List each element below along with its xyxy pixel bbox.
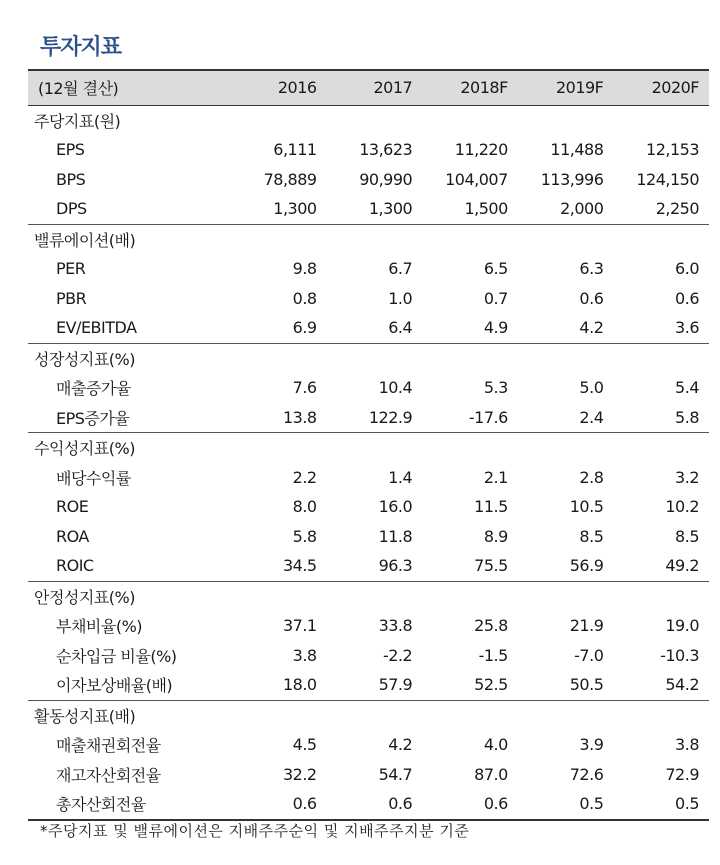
table-cell: -17.6 [468,407,508,427]
table-cell: 9.8 [292,259,317,279]
row-label: EPS증가율 [56,408,130,428]
table-cell: 37.1 [282,616,317,636]
row-label: 순차입금 비율(%) [56,646,177,666]
table-cell: 54.2 [665,675,699,695]
row-label: 부채비율(%) [56,617,143,637]
section-title: 주당지표(원) [34,111,121,131]
table-cell: 96.3 [378,556,413,576]
row-label: 매출채권회전율 [56,736,161,756]
table-cell: 1,500 [464,199,508,219]
section-title: 안정성지표(%) [34,587,135,607]
row-label: 재고자산회전율 [56,765,161,785]
section-title: 밸류에이션(배) [34,230,136,250]
table-cell: 57.9 [378,675,413,695]
table-cell: 32.2 [282,764,317,784]
table-cell: 11.8 [378,526,413,546]
table-cell: 75.5 [474,556,508,576]
row-label: 배당수익률 [56,468,131,488]
table-cell: 0.6 [675,288,699,308]
table-cell: 4.9 [483,318,508,338]
table-row [28,551,709,581]
section-header-row [28,224,709,254]
table-cell: -7.0 [574,645,604,665]
table-cell: 25.8 [474,616,508,636]
section-title: 수익성지표(%) [34,439,135,459]
table-cell: 13,623 [359,140,413,160]
table-cell: 2,000 [560,199,604,219]
section-header-row [28,105,709,135]
investment-indicators-table-wrap [28,69,709,821]
table-row [28,313,709,343]
row-label: EPS [56,140,85,160]
table-cell: 34.5 [282,556,317,576]
table-cell: 6.9 [292,318,317,338]
table-cell: 5.8 [675,407,699,427]
table-cell: 2.2 [292,467,317,487]
table-cell: 5.3 [483,378,508,398]
table-row [28,254,709,284]
table-cell: 104,007 [445,169,508,189]
header-row [28,70,709,105]
table-section [28,105,709,224]
row-label: 매출증가율 [56,379,131,399]
table-cell: 122.9 [368,407,413,427]
table-row [28,403,709,433]
table-cell: 1,300 [368,199,413,219]
table-section [28,581,709,700]
table-cell: 90,990 [359,169,413,189]
table-cell: 0.8 [292,288,317,308]
row-label: PBR [56,288,87,308]
table-cell: -1.5 [478,645,508,665]
table-cell: 19.0 [665,616,699,636]
table-cell: 10.2 [665,497,699,517]
header-year: 2019F [555,78,604,98]
table-cell: 0.5 [579,794,604,814]
table-cell: 2.8 [579,467,604,487]
table-cell: 6,111 [273,140,317,160]
header-year: 2017 [373,78,413,98]
table-cell: 18.0 [282,675,317,695]
table-row [28,522,709,552]
table-cell: 3.8 [292,645,317,665]
section-title: 성장성지표(%) [34,349,135,369]
table-cell: 56.9 [569,556,604,576]
header-label: (12월 결산) [38,79,119,99]
row-label: ROIC [56,556,94,576]
row-label: 이자보상배율(배) [56,676,173,696]
table-section [28,343,709,433]
table-cell: 54.7 [378,764,413,784]
table-row [28,284,709,314]
table-cell: 0.6 [292,794,317,814]
table-cell: 10.4 [378,378,413,398]
table-cell: 1.0 [388,288,413,308]
table-section [28,433,709,582]
table-row [28,165,709,195]
table-cell: 1,300 [273,199,317,219]
table-cell: 113,996 [540,169,604,189]
table-cell: 11,220 [454,140,508,160]
row-label: ROA [56,526,89,546]
table-cell: 4.2 [579,318,604,338]
table-cell: 13.8 [282,407,317,427]
investment-indicators-table [28,69,709,821]
section-header-row [28,581,709,611]
table-cell: 3.9 [579,735,604,755]
table-row [28,789,709,820]
table-section [28,700,709,820]
table-row [28,730,709,760]
table-cell: 3.6 [675,318,699,338]
table-cell: 124,150 [636,169,699,189]
row-label: DPS [56,199,87,219]
table-row [28,611,709,641]
header-year: 2016 [277,78,317,98]
table-cell: 3.8 [675,735,699,755]
table-cell: 5.0 [579,378,604,398]
table-cell: 33.8 [378,616,413,636]
table-cell: 5.4 [675,378,699,398]
header-year: 2018F [460,78,508,98]
table-cell: 16.0 [378,497,413,517]
page-title: 투자지표 [40,35,122,60]
table-cell: 2.4 [579,407,604,427]
table-cell: 0.7 [483,288,508,308]
table-cell: 21.9 [569,616,604,636]
table-cell: 72.6 [569,764,604,784]
table-cell: 8.9 [483,526,508,546]
section-title: 활동성지표(배) [34,706,136,726]
row-label: EV/EBITDA [56,318,137,338]
table-cell: 6.7 [388,259,413,279]
table-row [28,641,709,671]
table-row [28,373,709,403]
table-cell: 4.5 [292,735,317,755]
table-row [28,135,709,165]
table-cell: 0.6 [388,794,413,814]
section-header-row [28,700,709,730]
table-cell: 78,889 [263,169,317,189]
table-cell: 0.6 [579,288,604,308]
table-cell: 12,153 [646,140,699,160]
table-cell: 6.4 [388,318,413,338]
table-cell: 50.5 [569,675,604,695]
table-cell: 49.2 [665,556,699,576]
table-cell: -10.3 [660,645,699,665]
table-cell: 4.0 [483,735,508,755]
table-cell: 6.3 [579,259,604,279]
header-year: 2020F [651,78,699,98]
table-row [28,670,709,700]
table-cell: 1.4 [388,467,413,487]
table-cell: 10.5 [569,497,604,517]
section-header-row [28,343,709,373]
table-cell: 52.5 [474,675,508,695]
table-cell: 0.5 [675,794,699,814]
table-cell: 2.1 [483,467,508,487]
table-cell: 11,488 [550,140,604,160]
table-cell: 2,250 [655,199,699,219]
footnote: *주당지표 및 밸류에이션은 지배주주순익 및 지배주주지분 기준 [40,822,470,840]
table-cell: 72.9 [665,764,699,784]
table-row [28,194,709,224]
table-cell: 8.0 [292,497,317,517]
table-row [28,760,709,790]
row-label: ROE [56,497,89,517]
table-cell: 87.0 [474,764,508,784]
table-cell: 5.8 [292,526,317,546]
table-row [28,492,709,522]
row-label: BPS [56,169,86,189]
table-cell: 0.6 [483,794,508,814]
table-cell: 3.2 [675,467,699,487]
table-cell: 6.5 [483,259,508,279]
table-cell: -2.2 [382,645,413,665]
table-header [28,70,709,105]
row-label: PER [56,259,86,279]
table-cell: 6.0 [675,259,699,279]
table-cell: 7.6 [292,378,317,398]
table-cell: 8.5 [675,526,699,546]
section-header-row [28,433,709,463]
table-section [28,224,709,343]
table-cell: 11.5 [474,497,508,517]
row-label: 총자산회전율 [56,795,146,815]
table-cell: 4.2 [388,735,413,755]
table-cell: 8.5 [579,526,604,546]
table-row [28,463,709,493]
